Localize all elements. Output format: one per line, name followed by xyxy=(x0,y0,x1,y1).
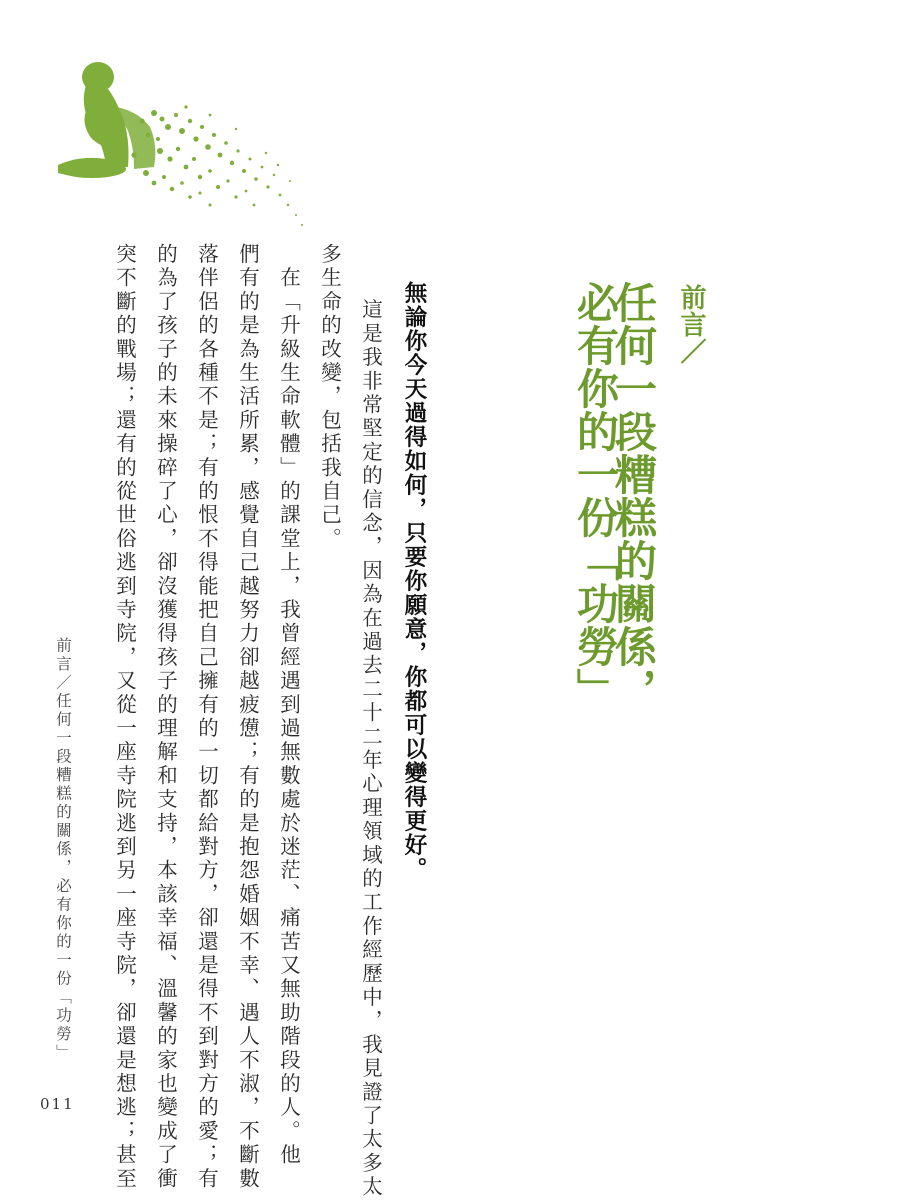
body-line-7: 突不斷的戰場；還有的從世俗逃到寺院，又從一座寺院逃到另一座寺院，卻還是想逃；甚至 xyxy=(112,243,137,1191)
crouching-figure-dissolving-into-leaves-icon xyxy=(50,55,320,245)
title-line-1: 任何一段糟糕的關係， xyxy=(609,281,658,711)
crouching-figure-leaves-illustration xyxy=(50,55,320,245)
body-line-2: 多生命的改變，包括我自己。 xyxy=(317,243,342,552)
page-number: 011 xyxy=(40,1095,75,1113)
running-header: 前言／任何一段糟糕的關係，必有你的一份「功勞」 xyxy=(54,637,72,1063)
title-line-2: 必有你的一份「功勞」 xyxy=(571,281,620,711)
subtitle: 無論你今天過得如何，只要你願意，你都可以變得更好。 xyxy=(401,281,427,881)
title-label: 前言／ xyxy=(676,284,706,365)
body-line-4: 們有的是為生活所累，感覺自己越努力卻越疲憊；有的是抱怨婚姻不幸、遇人不淑，不斷數 xyxy=(235,243,260,1191)
body-line-5: 落伴侶的各種不是；有的恨不得能把自己擁有的一切都給對方，卻還是得不到對方的愛；有 xyxy=(194,243,219,1191)
body-line-6: 的為了孩子的未來操碎了心，卻沒獲得孩子的理解和支持，本該幸福、溫馨的家也變成了衝 xyxy=(153,243,178,1191)
body-line-1: 這是我非常堅定的信念，因為在過去二十二年心理領域的工作經歷中，我見證了太多太 xyxy=(358,275,383,1200)
body-line-3: 在「升級生命軟體」的課堂上，我曾經遇到過無數處於迷茫、痛苦又無助階段的人。他 xyxy=(276,243,301,1168)
